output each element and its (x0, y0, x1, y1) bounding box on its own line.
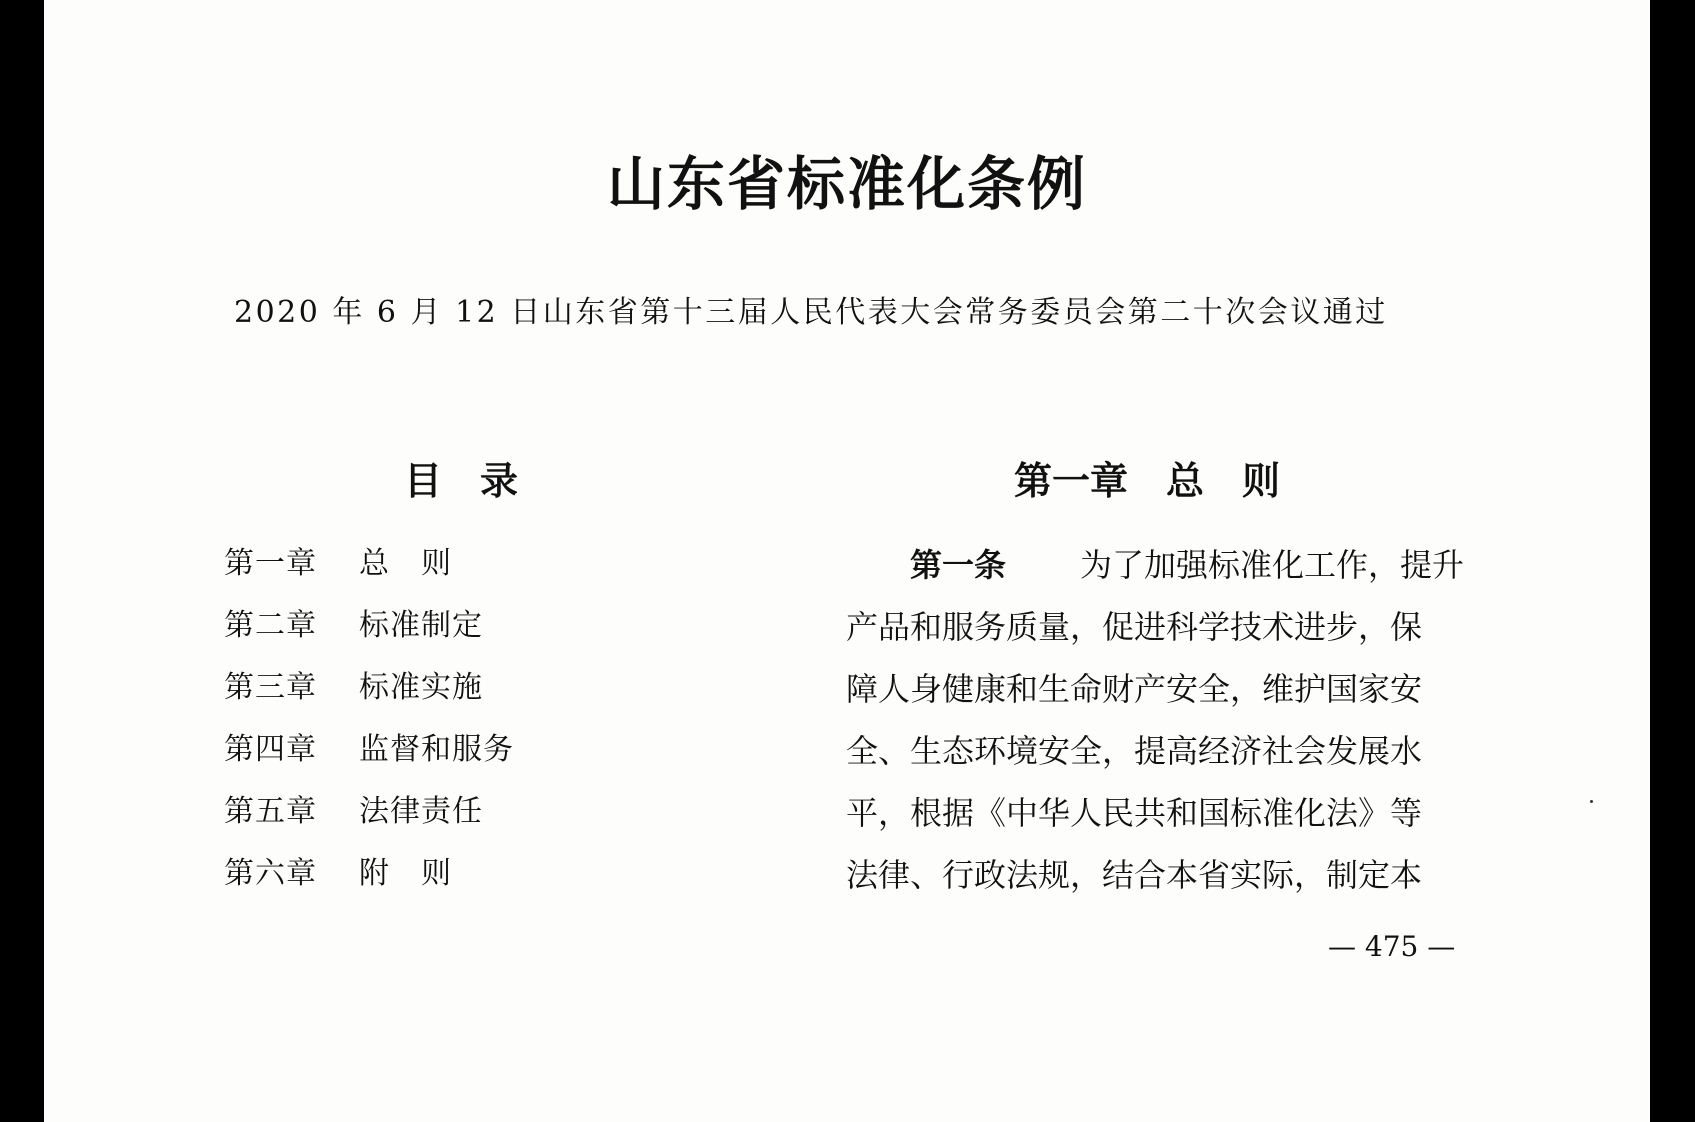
toc-chapter-number: 第二章 (224, 608, 317, 643)
article-text: 障人身健康和生命财产安全，维护国家安 (846, 670, 1423, 708)
article-line (846, 856, 1464, 921)
toc-chapter-number: 第六章 (224, 856, 317, 891)
toc-item (224, 670, 514, 735)
article-1 (846, 546, 1464, 921)
scan-speck (1590, 800, 1593, 803)
toc-chapter-number: 第五章 (224, 794, 317, 829)
document-subtitle: 2020 年 6 月 12 日山东省第十三届人民代表大会常务委员会第二十次会议通过 (234, 295, 1388, 330)
toc-item (224, 608, 514, 673)
toc-chapter-number: 第四章 (224, 732, 317, 767)
article-line (846, 670, 1464, 735)
toc-heading (404, 459, 519, 503)
toc-item (224, 794, 514, 859)
article-text: 平，根据《中华人民共和国标准化法》等 (846, 794, 1423, 832)
toc-item (224, 732, 514, 797)
chapter-heading-number: 第一章 (1014, 459, 1129, 503)
page-number: — 475 — (1328, 930, 1456, 963)
toc-heading-left: 目 (404, 459, 443, 503)
toc-chapter-name: 标准制定 (359, 608, 483, 643)
article-text: 法律、行政法规，结合本省实际，制定本 (846, 856, 1423, 894)
toc-heading-right: 录 (480, 459, 519, 503)
article-line (846, 608, 1464, 673)
toc-chapter-name: 标准实施 (359, 670, 483, 705)
chapter-heading-name: 总 则 (1166, 459, 1281, 503)
chapter-heading (1014, 459, 1281, 503)
table-of-contents (224, 546, 514, 921)
toc-chapter-name: 总 则 (359, 546, 452, 581)
article-label: 第一条 (910, 546, 1007, 584)
article-line (846, 794, 1464, 859)
article-text: 全、生态环境安全，提高经济社会发展水 (846, 732, 1423, 770)
toc-item (224, 546, 514, 611)
article-line (846, 546, 1464, 611)
document-title: 山东省标准化条例 (606, 150, 1087, 218)
toc-chapter-number: 第一章 (224, 546, 317, 581)
document-page (44, 0, 1650, 1122)
toc-chapter-name: 法律责任 (359, 794, 483, 829)
article-line (846, 732, 1464, 797)
toc-chapter-name: 监督和服务 (359, 732, 514, 767)
toc-item (224, 856, 514, 921)
article-text: 为了加强标准化工作，提升 (1079, 546, 1464, 584)
toc-chapter-number: 第三章 (224, 670, 317, 705)
toc-chapter-name: 附 则 (359, 856, 452, 891)
article-text: 产品和服务质量，促进科学技术进步，保 (846, 608, 1423, 646)
